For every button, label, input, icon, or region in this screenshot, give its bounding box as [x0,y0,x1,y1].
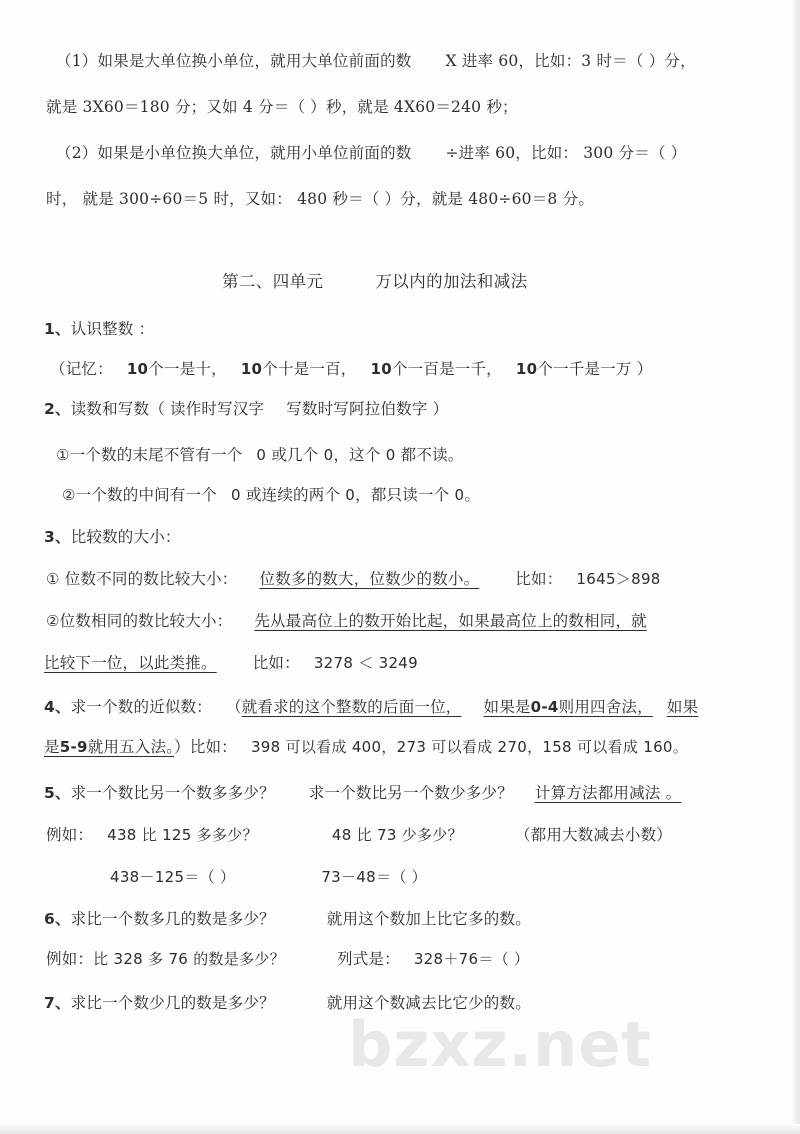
topic-6-example-label: 例如： [46,950,94,968]
page-edge-right [791,0,800,1134]
rule-1-example-value: 1645＞898 [576,570,661,588]
rule-2-label: 位数相同的数比较大小： [59,612,233,630]
conversion-rule-2-text-a: （2）如果是小单位换大单位，就用小单位前面的数 [56,144,412,162]
rule-1-example-label: 比如： [515,570,563,588]
memory-text-4: 个一千是一万 ） [537,360,653,378]
topic-5-heading [44,786,695,802]
rule-1-rule-text: 位数多的数大，位数少的数小。 [259,570,480,588]
topic-7-answer: 就用这个数减去比它少的数。 [326,994,531,1012]
conversion-rule-1-text-a: （1）如果是大单位换小单位，就用大单位前面的数 [56,52,412,70]
conversion-rule-1-line-2: 就是 3X60＝180 分；又如 4 分＝（ ）秒，就是 4X60＝240 秒； [46,98,518,116]
topic-4-paren-close: ） [174,738,190,756]
rule-2-marker-circle: ② [46,612,60,630]
conversion-rule-2-line-2: 时， 就是 300÷60＝5 时，又如： 480 秒＝（ ）分，就是 480÷60＝8 分。 [46,190,595,208]
sub-1-text-d: 都不读。 [400,446,464,464]
conversion-rule-2-line-1 [56,146,686,162]
sub-2-text-b: 或连续的两个 [245,486,341,504]
topic-5-example-label: 例如： [46,826,94,844]
topic-2-title-tail: 写数时写阿拉伯数字 ） [286,400,449,418]
sub-1-text-c: ，这个 [333,446,381,464]
sub-1-zero-2: 0 [323,446,334,464]
topic-3-number: 3、 [44,528,71,546]
topic-2-sub-1 [56,448,463,464]
memory-text-2: 个十是一百， [262,360,357,378]
topic-6-equation: 328＋76＝（ ） [413,950,530,968]
topic-3-rule-1 [46,572,661,588]
topic-5-example-2: 48 比 73 少多少？ [331,826,463,844]
topic-6-example-line [46,952,529,968]
unit-heading [222,274,528,291]
site-watermark: bzxz.net [348,1008,652,1081]
topic-3-rule-2-line-1 [46,614,733,630]
topic-4-line-1 [44,700,698,716]
unit-title: 万以内的加法和减法 [375,272,528,291]
memory-open: （记忆： [50,360,113,378]
topic-5-example-1: 438 比 125 多多少？ [107,826,258,844]
sub-2-text-a: 一个数的中间有一个 [75,486,217,504]
topic-1-title: 认识整数 ： [70,320,155,338]
sub-1-text-b: 或几个 [271,446,319,464]
topic-3-rule-2-line-2 [44,656,418,672]
topic-6-heading [44,912,531,928]
unit-label: 第二、四单元 [222,272,324,291]
topic-6-example: 比 328 多 76 的数是多少？ [93,950,285,968]
sub-1-zero-3: 0 [385,446,396,464]
topic-3-title: 比较数的大小： [70,528,181,546]
topic-1-number: 1、 [44,320,71,338]
topic-4-line-2 [44,740,688,756]
rule-2-rule-text-a: 先从最高位上的数开始比起，如果最高位上的数相同，就 [254,612,647,630]
topic-4-example-label: 比如： [189,738,237,756]
rule-2-example-value: 3278 ＜ 3249 [313,654,418,672]
topic-2-number: 2、 [44,400,71,418]
topic-7-question: 求比一个数少几的数是多少？ [70,994,275,1012]
rule-1-marker-circle: ① [46,570,60,588]
topic-4-rule-a4: 如果 [666,698,699,716]
topic-2-heading [44,402,448,418]
memory-text-1: 个一是十， [148,360,227,378]
topic-5-method: 计算方法都用减法 。 [534,784,682,802]
topic-4-paren-open: （ [226,698,242,716]
topic-5-equation-2: 73－48＝（ ） [321,868,427,886]
topic-4-number: 4、 [44,698,71,716]
topic-4-rule-b1: 是 [44,738,60,756]
sub-2-text-d: 。 [464,486,481,504]
sub-marker-circle-1: ① [56,446,70,464]
topic-5-equation-1: 438－125＝（ ） [110,868,236,886]
conversion-rule-2-text-b: ÷进率 60，比如： 300 分＝（ ） [445,144,687,162]
topic-1-heading [44,322,154,338]
topic-5-question-1: 求一个数比另一个数多多少？ [70,784,275,802]
conversion-rule-1-line-1 [56,54,696,70]
sub-1-zero-1: 0 [256,446,267,464]
topic-7-number: 7、 [44,994,71,1012]
memory-number-3: 10 [370,360,392,378]
topic-6-question: 求比一个数多几的数是多少？ [70,910,275,928]
topic-4-rule-a2: 如果是 [483,698,531,716]
topic-5-question-2: 求一个数比另一个数少多少？ [308,784,513,802]
topic-4-rule-b2: 就用五入法。 [87,738,175,756]
page-edge-bottom [0,1124,800,1134]
topic-4-examples: 398 可以看成 400，273 可以看成 270，158 可以看成 160。 [250,738,689,756]
sub-2-zero-1: 0 [230,486,241,504]
topic-6-equation-label: 列式是： [337,950,400,968]
topic-4-range-low: 0-4 [530,698,559,716]
topic-5-number: 5、 [44,784,71,802]
topic-5-examples-line [46,828,672,844]
conversion-rule-1-text-b: X 进率 60，比如：3 时＝（ ）分， [445,52,696,70]
topic-6-answer: 就用这个数加上比它多的数。 [326,910,531,928]
memory-number-1: 10 [126,360,149,378]
memory-text-3: 个一百是一千， [391,360,502,378]
topic-6-number: 6、 [44,910,71,928]
topic-5-note: （都用大数减去小数） [514,826,672,844]
rule-2-rule-text-b: 比较下一位，以此类推。 [44,654,217,672]
sub-1-text-a: 一个数的末尾不管有一个 [69,446,243,464]
topic-4-title: 求一个数的近似数： [70,698,212,716]
rule-2-example-label: 比如： [252,654,300,672]
topic-4-range-high: 5-9 [59,738,88,756]
memory-number-2: 10 [240,360,263,378]
sub-2-zero-2: 0 [345,486,356,504]
topic-4-rule-a3: 则用四舍法， [558,698,653,716]
topic-2-title: 读数和写数（ 读作时写汉字 [70,400,265,418]
sub-2-zero-3: 0 [454,486,465,504]
sub-2-text-c: ，都只读一个 [355,486,450,504]
topic-3-heading [44,530,181,546]
memory-number-4: 10 [515,360,538,378]
sub-marker-circle-2: ② [62,486,76,504]
rule-1-label: 位数不同的数比较大小： [64,570,238,588]
topic-1-memory-line [50,362,652,378]
topic-4-rule-a: 就看求的这个整数的后面一位， [241,698,462,716]
topic-2-sub-2 [62,488,480,504]
topic-5-equations-line [110,870,427,886]
